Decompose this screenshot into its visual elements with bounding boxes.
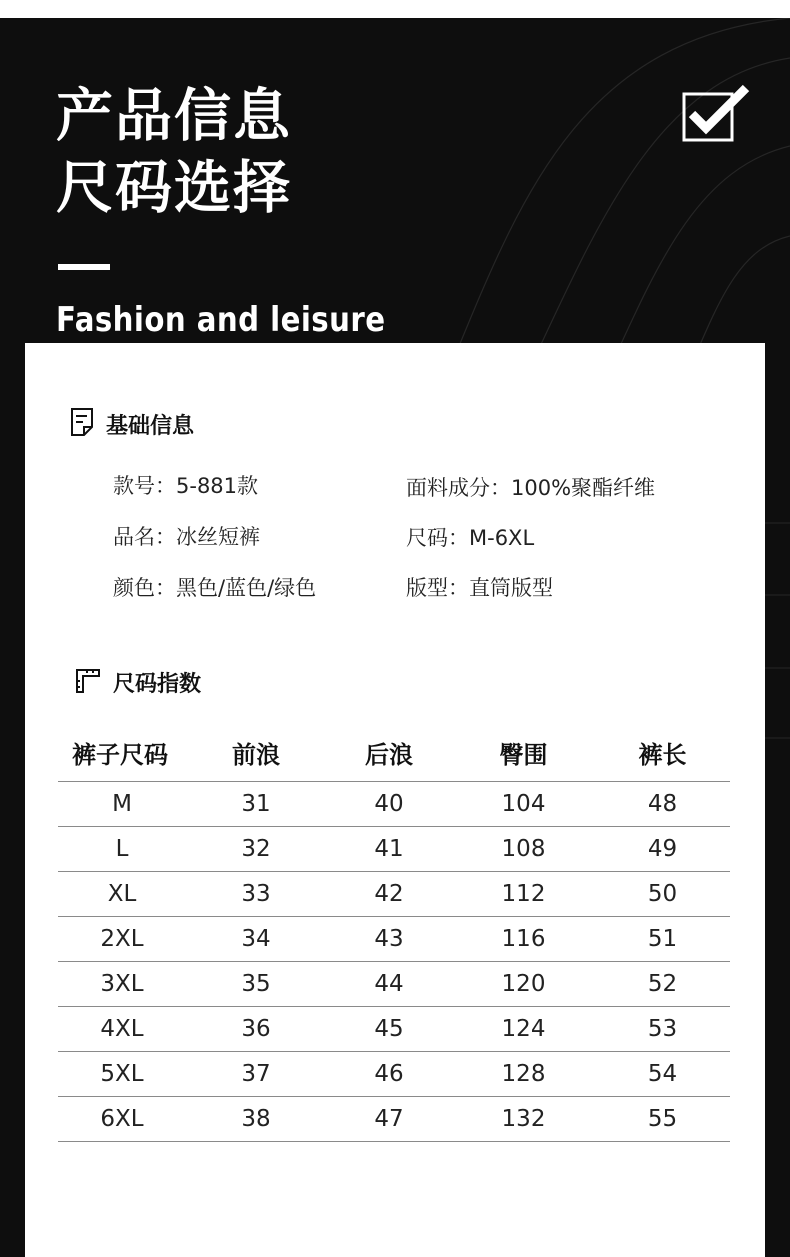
table-cell: 120	[501, 971, 546, 997]
table-cell: 47	[374, 1106, 404, 1132]
table-cell: 37	[241, 1061, 271, 1087]
table-cell: 116	[501, 926, 546, 952]
table-cell: 104	[501, 791, 546, 817]
column-header: 后浪	[365, 740, 413, 769]
table-cell: 128	[501, 1061, 546, 1087]
table-cell: 52	[647, 971, 678, 997]
title-line-2: 尺码选择	[56, 155, 292, 221]
info-value: 黑色/蓝色/绿色	[176, 576, 317, 600]
column-header: 臀围	[499, 740, 548, 769]
table-cell: 36	[241, 1016, 271, 1042]
checkbox-checked-icon	[682, 84, 752, 148]
info-item	[113, 521, 260, 551]
title-divider	[58, 264, 110, 270]
document-icon	[70, 407, 94, 441]
table-cell: 55	[647, 1106, 678, 1132]
table-cell: 3XL	[100, 971, 144, 997]
info-label: 款号：	[113, 474, 176, 498]
info-item	[406, 572, 553, 602]
table-cell: L	[115, 836, 129, 862]
section-basic-info-title: 基础信息	[106, 413, 195, 439]
table-cell: XL	[107, 881, 137, 907]
info-item	[113, 572, 316, 602]
content-card	[25, 343, 765, 1257]
section-size-chart-title: 尺码指数	[113, 672, 202, 697]
table-cell: 54	[647, 1061, 678, 1087]
table-header-row	[58, 723, 730, 781]
section-size-chart-header	[75, 667, 201, 698]
table-cell: 46	[374, 1061, 404, 1087]
table-cell: 41	[374, 836, 404, 862]
table-cell: 51	[647, 926, 678, 952]
section-basic-info-header	[70, 407, 194, 441]
table-cell: 112	[501, 881, 546, 907]
page-subtitle: Fashion and leisure	[56, 300, 386, 340]
info-item	[406, 522, 534, 552]
column-header: 裤长	[638, 740, 687, 769]
info-value: 冰丝短裤	[176, 525, 260, 549]
table-cell: 34	[241, 926, 271, 952]
table-row	[58, 1096, 730, 1142]
table-cell: 38	[241, 1106, 271, 1132]
table-cell: M	[112, 791, 132, 817]
table-row	[58, 961, 730, 1006]
table-cell: 124	[501, 1016, 546, 1042]
info-label: 版型：	[406, 576, 469, 600]
table-cell: 31	[241, 791, 271, 817]
table-row	[58, 781, 730, 826]
table-cell: 53	[647, 1016, 678, 1042]
column-header: 前浪	[232, 740, 280, 769]
table-cell: 32	[241, 836, 271, 862]
table-cell: 4XL	[100, 1016, 144, 1042]
ruler-icon	[75, 668, 101, 698]
info-label: 面料成分：	[406, 476, 511, 500]
info-value: 直筒版型	[469, 576, 553, 600]
table-row	[58, 871, 730, 916]
table-cell: 43	[374, 926, 404, 952]
info-label: 颜色：	[113, 576, 176, 600]
table-cell: 45	[374, 1016, 404, 1042]
column-header: 裤子尺码	[72, 740, 168, 769]
info-value: 100%聚酯纤维	[511, 476, 656, 500]
info-label: 品名：	[113, 525, 176, 549]
info-label: 尺码：	[406, 526, 469, 550]
table-body	[58, 781, 730, 1142]
table-row	[58, 1006, 730, 1051]
table-row	[58, 1051, 730, 1096]
table-cell: 5XL	[100, 1061, 144, 1087]
table-cell: 44	[374, 971, 404, 997]
info-value: M-6XL	[469, 526, 535, 550]
table-cell: 35	[241, 971, 271, 997]
table-cell: 2XL	[100, 926, 144, 952]
info-value: 5-881款	[176, 474, 259, 498]
table-cell: 108	[501, 836, 546, 862]
table-cell: 50	[647, 881, 678, 907]
table-cell: 49	[647, 836, 678, 862]
table-row	[58, 826, 730, 871]
info-item	[113, 470, 258, 500]
table-cell: 33	[241, 881, 271, 907]
info-item	[406, 472, 655, 502]
table-cell: 40	[374, 791, 404, 817]
table-cell: 42	[374, 881, 404, 907]
size-table	[58, 723, 730, 1142]
table-cell: 48	[647, 791, 678, 817]
table-cell: 132	[501, 1106, 546, 1132]
title-line-1: 产品信息	[56, 83, 292, 149]
page-title	[56, 80, 292, 224]
table-cell: 6XL	[100, 1106, 144, 1132]
table-row	[58, 916, 730, 961]
